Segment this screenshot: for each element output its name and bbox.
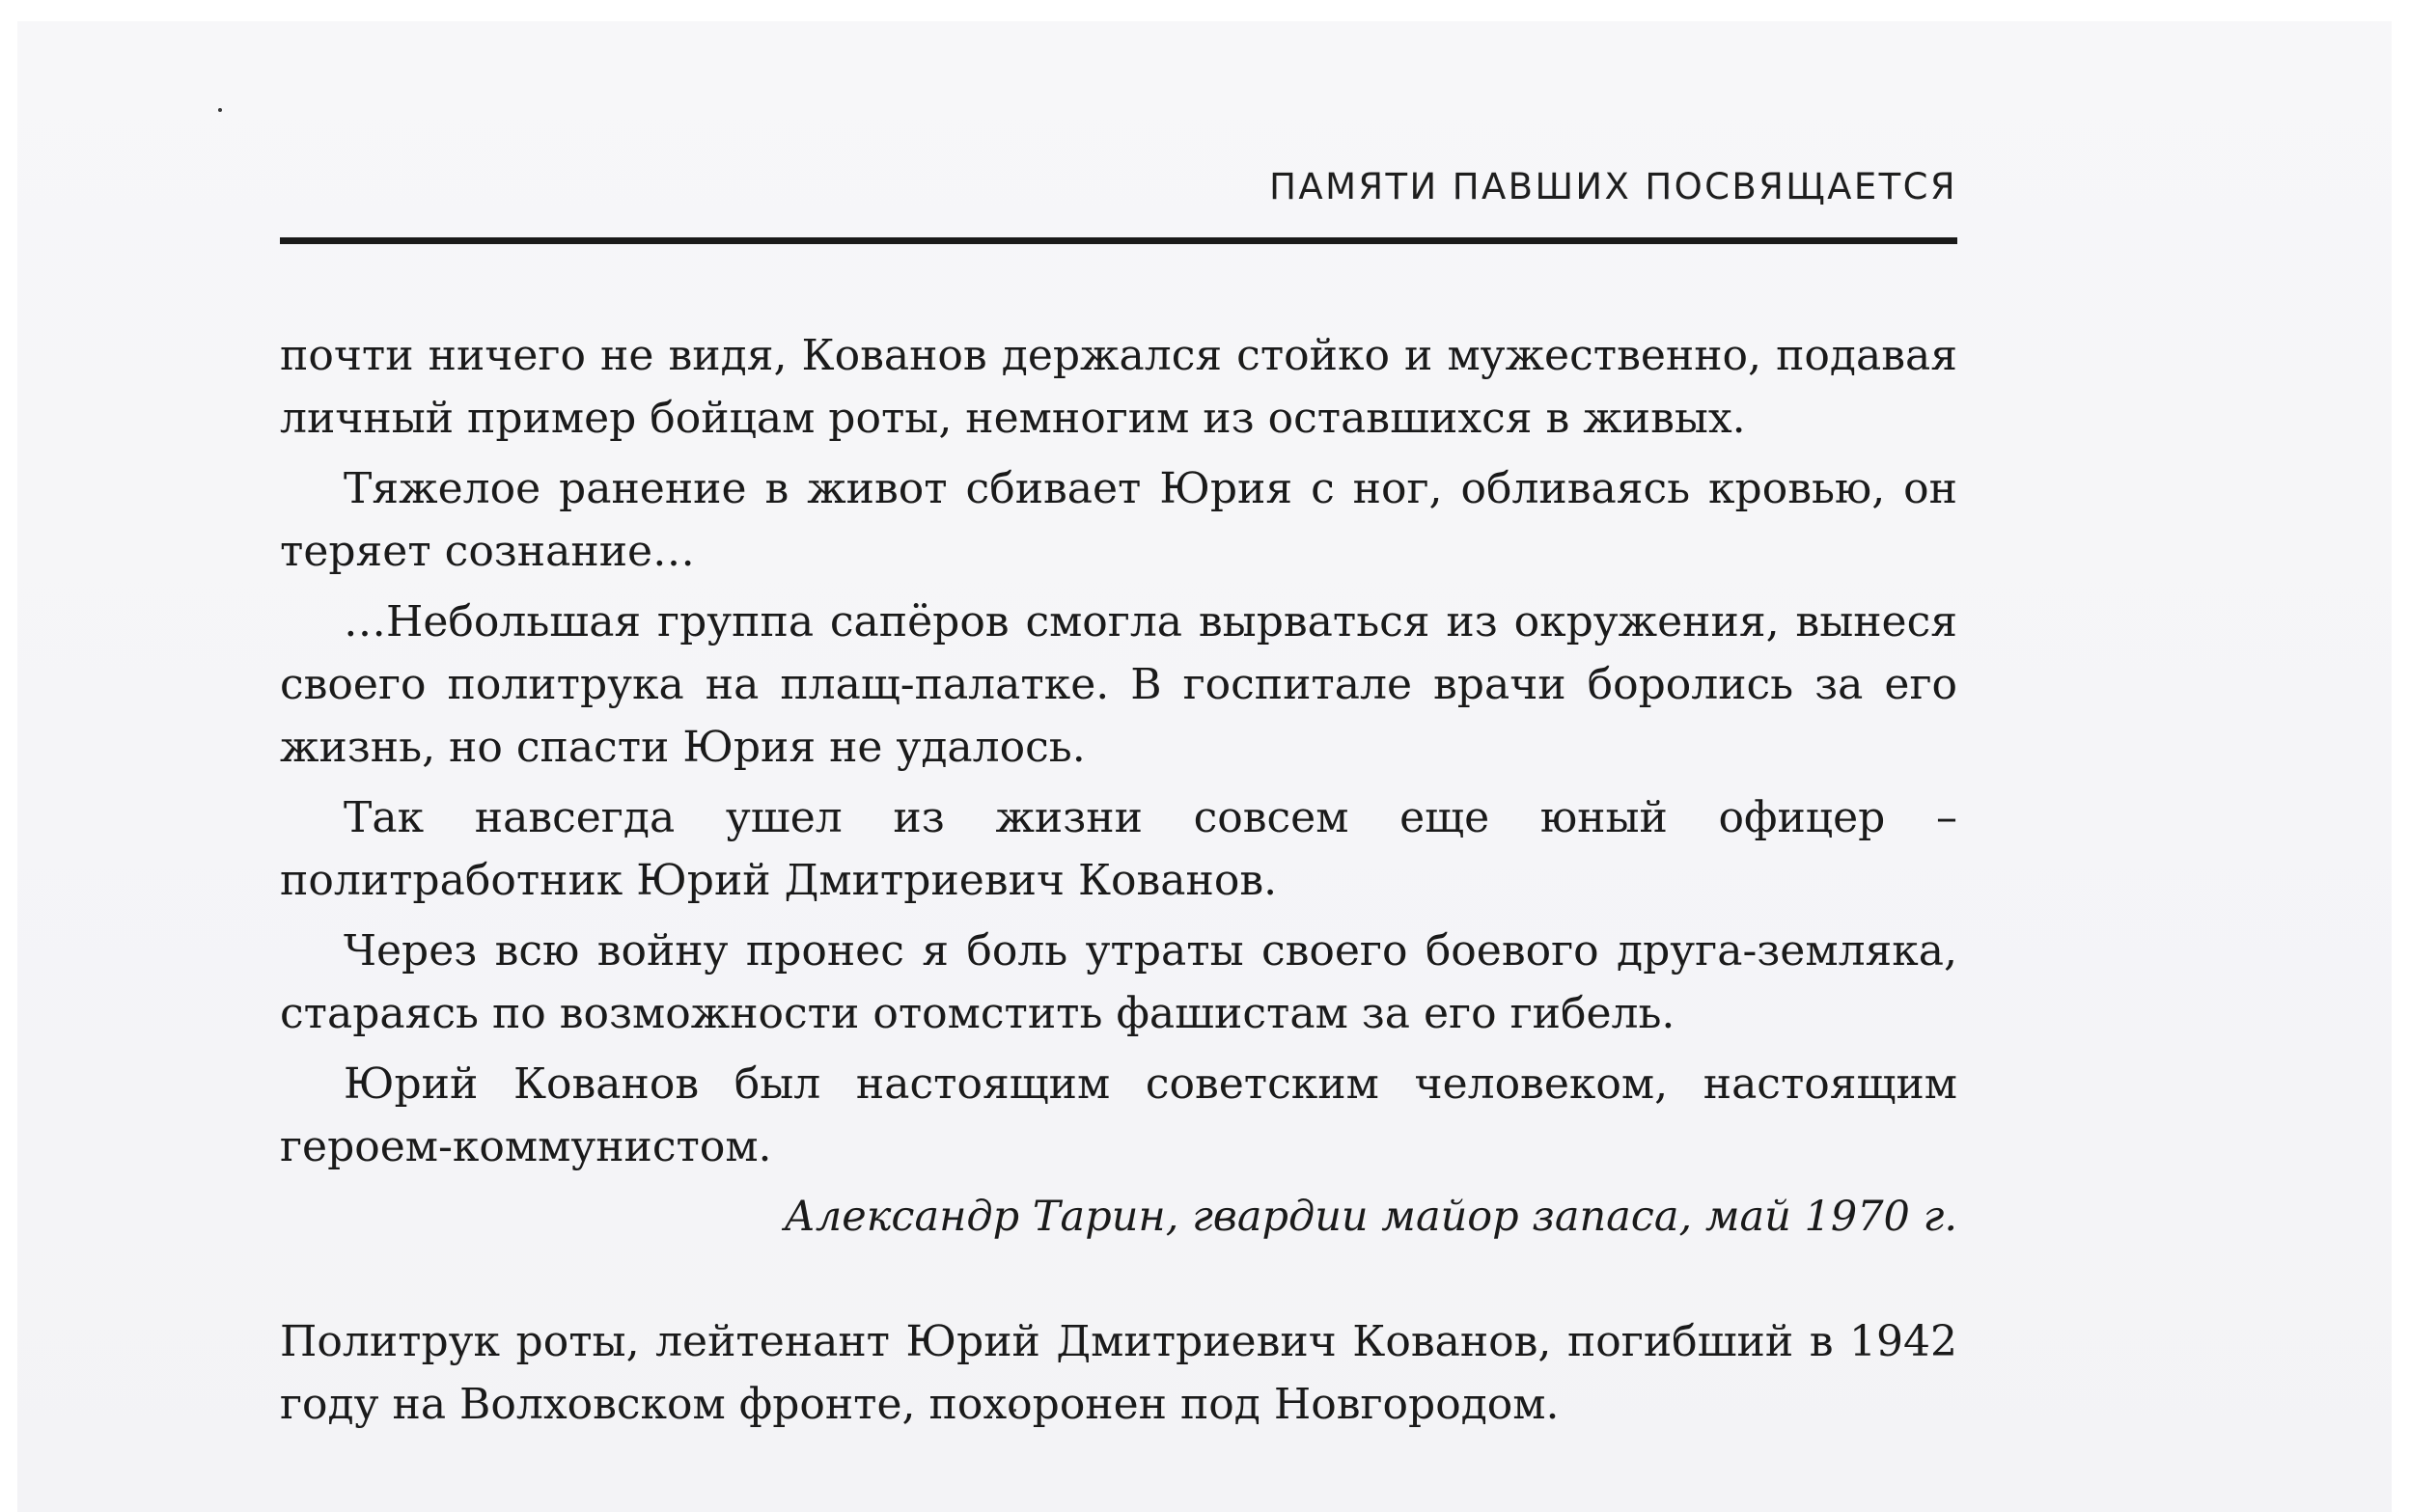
footnote: Политрук роты, лейтенант Юрий Дмитриевич Кованов, погибший в 1942 году на Волховском фронте, похоронен под Новгородом. [280,1317,1957,1429]
paragraph: Так навсегда ушел из жизни совсем еще юный офицер – политработник Юрий Дмитриевич Кованов. [280,793,1957,905]
dust-speck [218,108,222,112]
author-signature: Александр Тарин, гвардии майор запаса, май 1970 г. [784,1193,1957,1241]
paragraph: …Небольшая группа сапёров смогла вырваться из окружения, вынеся своего политрука на плащ-палатке. В госпитале врачи боролись за его жизнь, но спасти Юрия не удалось. [280,597,1957,772]
header-rule [280,237,1957,244]
paragraph: Тяжелое ранение в живот сбивает Юрия с ног, обливаясь кровью, он теряет сознание… [280,464,1957,576]
paragraph-continuation: почти ничего не видя, Кованов держался стойко и мужественно, подавая личный пример бойцам роты, немногим из оставшихся в живых. [280,331,1957,443]
paragraph: Юрий Кованов был настоящим советским человеком, настоящим героем-коммунистом. [280,1059,1957,1171]
body-text [280,324,1957,1436]
running-header: ПАМЯТИ ПАВШИХ ПОСВЯЩАЕТСЯ [1269,166,1957,207]
paragraph: Через всю войну пронес я боль утраты своего боевого друга-земляка, стараясь по возможности отомстить фашистам за его гибель. [280,926,1957,1038]
